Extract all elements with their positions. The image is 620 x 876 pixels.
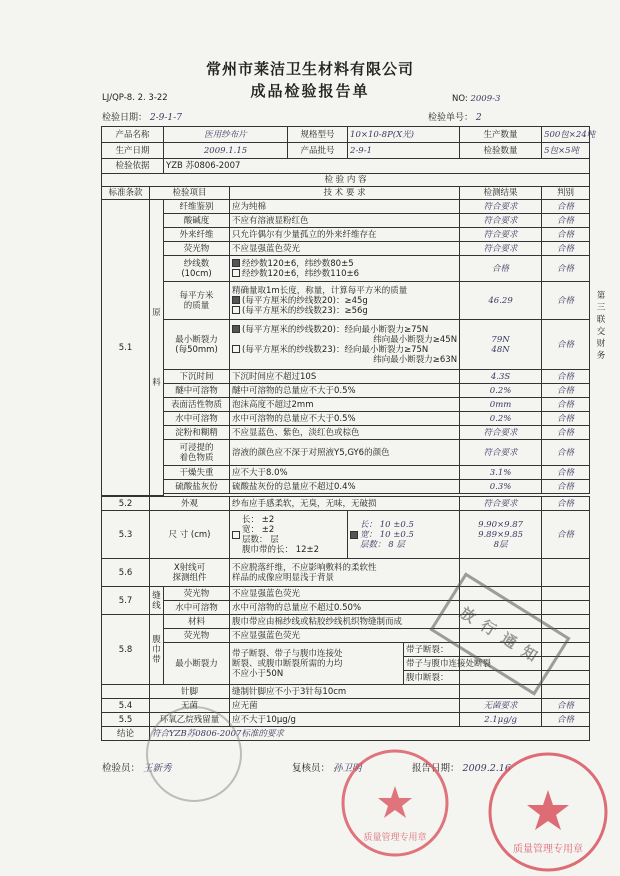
xray-item-2: 探测组件 bbox=[172, 572, 207, 583]
conclusion-text: 符合YZB苏0806-2007标准的要求 bbox=[150, 727, 590, 741]
row-req: 应不大于8.0% bbox=[230, 466, 460, 480]
copy-note-7: 务 bbox=[596, 351, 606, 361]
table-row bbox=[102, 412, 590, 426]
mass-line-3: (每平方厘米的纱线数23)：≥56g bbox=[242, 305, 368, 316]
row-item: 材料 bbox=[164, 615, 230, 629]
sterile-judge: 合格 bbox=[542, 699, 590, 713]
row-judge: 合格 bbox=[542, 214, 590, 228]
clause-5-8: 5.8 bbox=[102, 615, 150, 685]
row-item: 荧光物 bbox=[164, 242, 230, 256]
row-judge: 合格 bbox=[542, 398, 590, 412]
basis-label: 检验依据 bbox=[102, 159, 164, 174]
row-judge: 合格 bbox=[542, 480, 590, 494]
eo-item: 环氧乙烷残留量 bbox=[150, 713, 230, 727]
seal-star-icon bbox=[527, 790, 569, 830]
raw-label-2: 料 bbox=[152, 377, 161, 388]
reviewer-label: 复核员： bbox=[292, 763, 331, 774]
no-value: 2009-3 bbox=[470, 94, 501, 104]
tensile-result bbox=[460, 320, 542, 370]
head-row-2 bbox=[102, 143, 590, 159]
table-row bbox=[102, 384, 590, 398]
section-header: 检 验 内 容 bbox=[102, 174, 590, 187]
row-item: 硫酸盐灰份 bbox=[164, 480, 230, 494]
copy-note-3: 联 bbox=[596, 315, 606, 325]
row-item: 水中可溶物 bbox=[164, 601, 230, 615]
quality-seal-1 bbox=[340, 748, 450, 858]
checked-checkbox-icon bbox=[232, 259, 240, 267]
mass-item-2: 的质量 bbox=[183, 300, 210, 311]
inspect-date bbox=[102, 110, 182, 123]
row-item: 醚中可溶物 bbox=[164, 384, 230, 398]
belt-label-2: 巾 bbox=[152, 644, 161, 655]
size-b-1: 长： 10 ±0.5 bbox=[360, 519, 414, 530]
size-a-lines bbox=[242, 515, 319, 555]
mass-item bbox=[164, 282, 230, 320]
col-result: 检测结果 bbox=[460, 187, 542, 200]
sample-label: 检验数量 bbox=[460, 143, 542, 159]
row-req: 水中可溶物的总量应不超过0.50% bbox=[230, 601, 460, 615]
tensile-result-2: 48N bbox=[491, 344, 510, 355]
checked-checkbox-icon bbox=[232, 296, 240, 304]
report-date-value: 2009.2.16 bbox=[462, 763, 511, 774]
prod-date: 2009.1.15 bbox=[164, 143, 288, 159]
clause-5-5: 5.5 bbox=[102, 713, 150, 727]
row-judge: 合格 bbox=[542, 412, 590, 426]
report-no bbox=[428, 110, 482, 123]
checked-checkbox-icon bbox=[232, 325, 240, 333]
checked-checkbox-icon bbox=[350, 531, 358, 539]
row-item: 酸碱度 bbox=[164, 214, 230, 228]
mass-item-1: 每平方米 bbox=[179, 290, 214, 301]
table-row bbox=[102, 228, 590, 242]
size-result-3: 8层 bbox=[493, 539, 508, 550]
yarn-row bbox=[102, 256, 590, 282]
table-row bbox=[102, 200, 590, 214]
company-seal-faint bbox=[146, 706, 242, 802]
product-name: 医用纱布片 bbox=[164, 127, 288, 143]
product-name-label: 产品名称 bbox=[102, 127, 164, 143]
row-judge: 合格 bbox=[542, 466, 590, 480]
row-judge: 合格 bbox=[542, 370, 590, 384]
prod-date-label: 生产日期 bbox=[102, 143, 164, 159]
mass-row bbox=[102, 282, 590, 320]
tensile-line-3: (每平方厘米的纱线数23)：经向最小断裂力≥75N bbox=[242, 344, 429, 355]
thread-label-1: 缝 bbox=[152, 590, 161, 601]
row-result: 3.1% bbox=[460, 466, 542, 480]
row-judge: 合格 bbox=[542, 384, 590, 398]
copy-note-5: 交 bbox=[596, 327, 606, 337]
reviewer-name: 孙卫明 bbox=[333, 763, 362, 774]
seal-star-icon bbox=[378, 786, 412, 818]
size-b-2: 宽： 10 ±0.5 bbox=[360, 529, 414, 540]
sterile-req: 应无菌 bbox=[230, 699, 460, 713]
batch-label: 产品批号 bbox=[288, 143, 348, 159]
appearance-item: 外观 bbox=[150, 497, 230, 511]
colorant-item-2: 着色物质 bbox=[179, 452, 214, 463]
tensile-item bbox=[164, 320, 230, 370]
belt-sub-3: 腹巾断裂： bbox=[404, 671, 460, 685]
eo-judge: 合格 bbox=[542, 713, 590, 727]
mass-line-1: 精确量取1m长度，称量，计算每平方米的质量 bbox=[232, 285, 408, 296]
copy-note bbox=[594, 290, 608, 362]
inspector-name: 王新秀 bbox=[143, 763, 172, 774]
no-label: NO: bbox=[452, 94, 468, 104]
table-row bbox=[102, 370, 590, 384]
yarn-result: 合格 bbox=[460, 256, 542, 282]
report-title: 成品检验报告单 bbox=[250, 82, 370, 100]
yarn-req bbox=[230, 256, 460, 282]
eo-result: 2.1μg/g bbox=[460, 713, 542, 727]
checkbox-icon bbox=[232, 306, 240, 314]
size-option-a bbox=[230, 511, 348, 559]
row-item: 外来纤维 bbox=[164, 228, 230, 242]
report-no-label: 检验单号： bbox=[428, 113, 474, 123]
tensile-line-1: (每平方厘米的纱线数20)：经向最小断裂力≥75N bbox=[242, 324, 429, 335]
spec: 10×10-8P(X光) bbox=[348, 127, 460, 143]
xray-req-2: 样品的成像应明显浅于背景 bbox=[232, 572, 335, 583]
report-date-label: 报告日期： bbox=[412, 763, 460, 774]
row-5-3 bbox=[102, 511, 590, 559]
colorant-req: 溶液的颜色应不深于对照液Y5,GY6的颜色 bbox=[230, 440, 460, 466]
row-req: 腹巾带应由棉纱线或粘胶纱线机织物缝制而成 bbox=[230, 615, 460, 629]
colorant-item-1: 可浸提的 bbox=[179, 442, 214, 453]
belt-tensile-req-2: 断裂、或腹巾断裂所需的力均 bbox=[232, 658, 343, 669]
tensile-item-1: 最小断裂力 bbox=[175, 334, 218, 345]
belt-label bbox=[150, 615, 164, 685]
spec-label: 规格型号 bbox=[288, 127, 348, 143]
eo-req: 应不大于10μg/g bbox=[230, 713, 460, 727]
size-result bbox=[460, 511, 542, 559]
row-item: 下沉时间 bbox=[164, 370, 230, 384]
clause-5-6: 5.6 bbox=[102, 559, 150, 587]
table-row bbox=[102, 587, 590, 601]
copy-note-6: 财 bbox=[596, 339, 606, 349]
xray-req-1: 不应脱落纤维，不应影响敷料的柔软性 bbox=[232, 562, 377, 573]
row-req: 不应显蓝色、紫色，淡红色或棕色 bbox=[230, 426, 460, 440]
inspect-date-label: 检验日期： bbox=[102, 113, 148, 123]
belt-tensile-req-1: 带子断裂、带子与腹巾连接处 bbox=[232, 648, 343, 659]
col-item: 检验项目 bbox=[150, 187, 230, 200]
needle-clause bbox=[102, 685, 150, 699]
size-a-2: 宽： ±2 bbox=[242, 524, 275, 535]
xray-judge bbox=[542, 559, 590, 587]
size-option-b bbox=[348, 511, 460, 559]
row-req: 应为纯棉 bbox=[230, 200, 460, 214]
row-item: 纤维鉴别 bbox=[164, 200, 230, 214]
row-result: 符合要求 bbox=[460, 214, 542, 228]
copy-note-1: 第 bbox=[596, 291, 606, 301]
thread-label bbox=[150, 587, 164, 615]
row-result: 4.3S bbox=[460, 370, 542, 384]
qty-label: 生产数量 bbox=[460, 127, 542, 143]
sterile-item: 无菌 bbox=[150, 699, 230, 713]
mass-result: 46.29 bbox=[460, 282, 542, 320]
size-a-wrap bbox=[232, 515, 345, 555]
tensile-row bbox=[102, 320, 590, 370]
column-header-row bbox=[102, 187, 590, 200]
no-field bbox=[452, 94, 500, 104]
basis-row bbox=[102, 159, 590, 174]
raw-label-1: 原 bbox=[152, 307, 161, 318]
conclusion-label: 结论 bbox=[102, 727, 150, 741]
col-clause: 标准条款 bbox=[102, 187, 150, 200]
seal-1-caption: 质量管理专用章 bbox=[363, 833, 427, 843]
checkbox-icon bbox=[232, 531, 240, 539]
belt-label-3: 带 bbox=[152, 654, 161, 665]
tensile-line-2: 纬向最小断裂力≥45N bbox=[373, 334, 458, 345]
appearance-req: 纱布应手感柔软，无臭，无味，无破损 bbox=[230, 497, 460, 511]
release-stamp-text: 放 行 通 知 bbox=[456, 603, 543, 666]
yarn-option-2 bbox=[232, 269, 457, 279]
row-result: 0.2% bbox=[460, 384, 542, 398]
tensile-result-1: 79N bbox=[491, 334, 510, 345]
size-result-2: 9.89×9.85 bbox=[478, 529, 524, 540]
needle-row bbox=[102, 685, 590, 699]
needle-item: 针脚 bbox=[150, 685, 230, 699]
company-name: 常州市莱洁卫生材料有限公司 bbox=[205, 60, 414, 78]
qty: 500包×24吨 bbox=[542, 127, 590, 143]
tensile-option-1 bbox=[232, 325, 457, 335]
row-5-6 bbox=[102, 559, 590, 587]
belt-tensile-req bbox=[230, 643, 404, 685]
checkbox-icon bbox=[232, 269, 240, 277]
size-b-3: 层数： 8 层 bbox=[360, 539, 405, 550]
size-a-4: 腹巾带的长： 12±2 bbox=[242, 544, 320, 555]
row-result: 符合要求 bbox=[460, 426, 542, 440]
row-req: 下沉时间应不超过10S bbox=[230, 370, 460, 384]
table-row bbox=[102, 398, 590, 412]
copy-note-2: 三 bbox=[596, 303, 606, 313]
yarn-opt-2-text: 经纱数120±6，纬纱数110±6 bbox=[242, 268, 360, 279]
appearance-judge: 合格 bbox=[542, 497, 590, 511]
size-b-lines bbox=[360, 520, 414, 550]
doc-code: LJ/QP-8. 2. 3-22 bbox=[102, 93, 168, 103]
thread-label-2: 线 bbox=[152, 600, 161, 611]
needle-judge bbox=[542, 685, 590, 699]
row-judge: 合格 bbox=[542, 426, 590, 440]
row-item: 水中可溶物 bbox=[164, 412, 230, 426]
belt-tensile-req-3: 不应小于50N bbox=[232, 668, 284, 679]
row-req: 不应显强蓝色荧光 bbox=[230, 629, 460, 643]
row-result: 0.2% bbox=[460, 412, 542, 426]
size-judge: 合格 bbox=[542, 511, 590, 559]
head-row-1 bbox=[102, 127, 590, 143]
row-result: 0mm bbox=[460, 398, 542, 412]
seal-2-caption: 质量管理专用章 bbox=[513, 844, 583, 855]
row-item: 淀粉和糊精 bbox=[164, 426, 230, 440]
col-judge: 判别 bbox=[542, 187, 590, 200]
row-judge: 合格 bbox=[542, 228, 590, 242]
row-req: 不应显强蓝色荧光 bbox=[230, 587, 460, 601]
row-item: 荧光物 bbox=[164, 629, 230, 643]
row-req: 不应显强蓝色荧光 bbox=[230, 242, 460, 256]
yarn-item bbox=[164, 256, 230, 282]
row-result: 0.3% bbox=[460, 480, 542, 494]
belt-sub-2: 带子与腹巾连接处断裂 bbox=[404, 657, 460, 671]
mass-judge: 合格 bbox=[542, 282, 590, 320]
belt-label-1: 腹 bbox=[152, 634, 161, 645]
clause-5-1: 5.1 bbox=[102, 200, 150, 496]
row-req: 不应有溶液显粉红色 bbox=[230, 214, 460, 228]
xray-item bbox=[150, 559, 230, 587]
batch: 2-9-1 bbox=[348, 143, 460, 159]
table-row bbox=[102, 242, 590, 256]
colorant-judge: 合格 bbox=[542, 440, 590, 466]
xray-req bbox=[230, 559, 460, 587]
row-item: 干燥失重 bbox=[164, 466, 230, 480]
row-req: 水中可溶物的总量应不大于0.5% bbox=[230, 412, 460, 426]
yarn-opt-1-text: 经纱数120±6，纬纱数80±5 bbox=[242, 258, 354, 269]
mass-option-1 bbox=[232, 296, 457, 306]
yarn-judge: 合格 bbox=[542, 256, 590, 282]
size-item: 尺 寸 (cm) bbox=[150, 511, 230, 559]
mass-option-2 bbox=[232, 306, 457, 316]
mass-line-2: (每平方厘米的纱线数20)：≥45g bbox=[242, 295, 368, 306]
tensile-judge: 合格 bbox=[542, 320, 590, 370]
mass-req bbox=[230, 282, 460, 320]
raw-label bbox=[150, 200, 164, 496]
tensile-item-2: (每50mm) bbox=[175, 344, 218, 355]
checkbox-icon bbox=[232, 345, 240, 353]
table-row bbox=[102, 480, 590, 494]
row-5-2 bbox=[102, 497, 590, 511]
clause-5-7: 5.7 bbox=[102, 587, 150, 615]
clause-5-3: 5.3 bbox=[102, 511, 150, 559]
size-a-1: 长： ±2 bbox=[242, 514, 275, 525]
tensile-option-2 bbox=[232, 345, 457, 355]
section-header-row bbox=[102, 174, 590, 187]
row-result: 符合要求 bbox=[460, 228, 542, 242]
sterile-result: 无菌要求 bbox=[460, 699, 542, 713]
row-result: 符合要求 bbox=[460, 242, 542, 256]
row-judge bbox=[542, 601, 590, 615]
colorant-item bbox=[164, 440, 230, 466]
row-judge: 合格 bbox=[542, 242, 590, 256]
col-req: 技 术 要 求 bbox=[230, 187, 460, 200]
row-req: 醚中可溶物的总量应不大于0.5% bbox=[230, 384, 460, 398]
belt-sub-1: 带子断裂： bbox=[404, 643, 460, 657]
report-no-value: 2 bbox=[475, 113, 482, 123]
table-row bbox=[102, 466, 590, 480]
size-a-3: 层数： 层 bbox=[242, 534, 279, 545]
needle-req: 缝制针脚应不小于3针每10cm bbox=[230, 685, 460, 699]
inspect-date-value: 2-9-1-7 bbox=[149, 113, 182, 123]
table-row bbox=[102, 214, 590, 228]
row-req: 硫酸盐灰份的总量应不超过0.4% bbox=[230, 480, 460, 494]
tensile-line-4: 纬向最小断裂力≥63N bbox=[373, 354, 458, 365]
colorant-result: 符合要求 bbox=[460, 440, 542, 466]
xray-item-1: X射线可 bbox=[173, 562, 206, 573]
row-judge: 合格 bbox=[542, 200, 590, 214]
tensile-req bbox=[230, 320, 460, 370]
yarn-option-1 bbox=[232, 259, 457, 269]
yarn-item-2: (10cm) bbox=[181, 268, 212, 279]
clause-5-4: 5.4 bbox=[102, 699, 150, 713]
clause-5-2: 5.2 bbox=[102, 497, 150, 511]
row-item: 表面活性物质 bbox=[164, 398, 230, 412]
colorant-row bbox=[102, 440, 590, 466]
size-result-1: 9.90×9.87 bbox=[478, 519, 524, 530]
row-req: 泡沫高度不超过2mm bbox=[230, 398, 460, 412]
row-item: 荧光物 bbox=[164, 587, 230, 601]
appearance-result: 符合要求 bbox=[460, 497, 542, 511]
sample: 5包×5吨 bbox=[542, 143, 590, 159]
row-req: 只允许偶尔有少量孤立的外来纤维存在 bbox=[230, 228, 460, 242]
table-row bbox=[102, 426, 590, 440]
row-result: 符合要求 bbox=[460, 200, 542, 214]
row-judge bbox=[542, 587, 590, 601]
quality-seal-2 bbox=[486, 750, 610, 874]
belt-tensile-item: 最小断裂力 bbox=[164, 643, 230, 685]
yarn-item-1: 纱线数 bbox=[183, 258, 210, 269]
basis: YZB 苏0806-2007 bbox=[164, 159, 590, 174]
inspector-label: 检验员： bbox=[102, 763, 141, 774]
size-b-wrap bbox=[350, 520, 457, 550]
